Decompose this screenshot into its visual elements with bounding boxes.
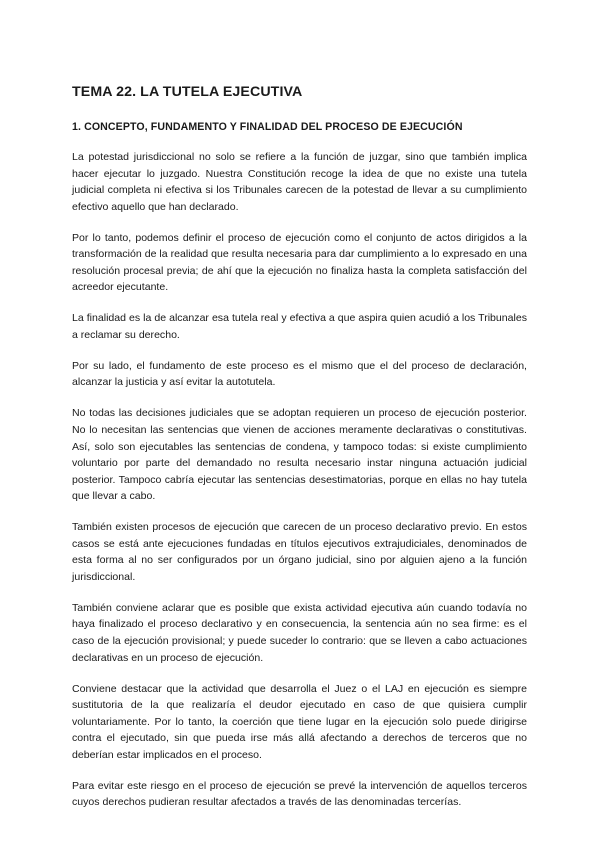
paragraph: Por su lado, el fundamento de este proceso es el mismo que el del proceso de declaración, alcanzar la justicia y así evitar la autotutela.: [72, 359, 527, 389]
paragraph: La finalidad es la de alcanzar esa tutela real y efectiva a que aspira quien acudió a los Tribunales a reclamar su derecho.: [72, 312, 527, 341]
paragraph: No todas las decisiones judiciales que se adoptan requieren un proceso de ejecución posterior. No lo necesitan las sentencias que vienen de acciones meramente declarativas o constitutivas. Así, solo son ejecutables las sentencias de condena, y tampoco todas: si existe cumplimiento voluntario por parte del demandado no resulta necesario instar ninguna actuación judicial posterior. Tampoco cabría ejecutar las sentencias desestimatorias, porque en ellas no hay tutela que llevar a cabo.: [72, 407, 527, 503]
section-heading: 1. CONCEPTO, FUNDAMENTO Y FINALIDAD DEL PROCESO DE EJECUCIÓN: [72, 121, 463, 133]
paragraph: Por lo tanto, podemos definir el proceso de ejecución como el conjunto de actos dirigidos a la transformación de la realidad que resulta necesaria para dar cumplimiento a lo expresado en una resolución procesal previa; de ahí que la ejecución no finaliza hasta la completa satisfacción del acreedor ejecutante.: [72, 231, 527, 294]
document-title: TEMA 22. LA TUTELA EJECUTIVA: [72, 84, 303, 100]
paragraph: También conviene aclarar que es posible que exista actividad ejecutiva aún cuando todavía no haya finalizado el proceso declarativo y en consecuencia, la sentencia aún no sea firme: es el caso de la ejecución provisional; y puede suceder lo contrario: que se lleven a cabo actuaciones declarativas en un proceso de ejecución.: [72, 601, 527, 664]
document-page: [72, 84, 527, 825]
paragraph: Para evitar este riesgo en el proceso de ejecución se prevé la intervención de aquellos terceros cuyos derechos pudieran resultar afectados a través de las denominadas tercerías.: [72, 779, 527, 809]
paragraph: La potestad jurisdiccional no solo se refiere a la función de juzgar, sino que también implica hacer ejecutar lo juzgado. Nuestra Constitución recoge la idea de que no existe una tutela judicial completa ni efectiva si los Tribunales carecen de la potestad de llevar a su cumplimiento efectivo aquello que han declarado.: [72, 151, 527, 213]
paragraph: Conviene destacar que la actividad que desarrolla el Juez o el LAJ en ejecución es siempre sustitutoria de la que realizaría el deudor ejecutado en caso de que quisiera cumplir voluntariamente. Por lo tanto, la coerción que tiene lugar en la ejecución solo puede dirigirse contra el ejecutado, sin que pueda irse más allá afectando a derechos de terceros que no deberían estar implicados en el proceso.: [72, 682, 527, 761]
paragraph: También existen procesos de ejecución que carecen de un proceso declarativo previo. En estos casos se está ante ejecuciones fundadas en títulos ejecutivos extrajudiciales, denominados de esta forma al no ser configurados por un órgano judicial, sino por alguien ajeno a la función jurisdiccional.: [72, 521, 527, 583]
